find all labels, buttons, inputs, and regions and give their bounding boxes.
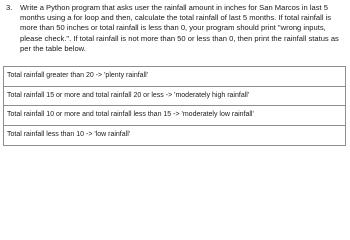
question-block: [6, 3, 344, 54]
table-row: Total rainfall 15 or more and total rainfall 20 or less -> 'moderately high rainfall': [4, 87, 345, 107]
table-row: Total rainfall greater than 20 -> 'plenty rainfall': [4, 67, 345, 87]
table-row: Total rainfall less than 10 -> 'low rainfall': [7, 130, 131, 138]
question-text: Write a Python program that asks user the rainfall amount in inches for San Marcos in last 5 months using a for loop and then, calculate the total rainfall of last 5 months. If total rainfall is more than 50 inches or total rainfall is less than 0, your program should print "wrong inputs, please check.". If total rainfall is not more than 50 or less than 0, then print the rainfall status as per the table below.: [20, 3, 339, 53]
question-number: 3.: [6, 3, 13, 12]
table-row: Total rainfall 10 or more and total rainfall less than 15 -> 'moderately low rainfall': [4, 106, 345, 126]
rainfall-status-table: [3, 66, 346, 146]
